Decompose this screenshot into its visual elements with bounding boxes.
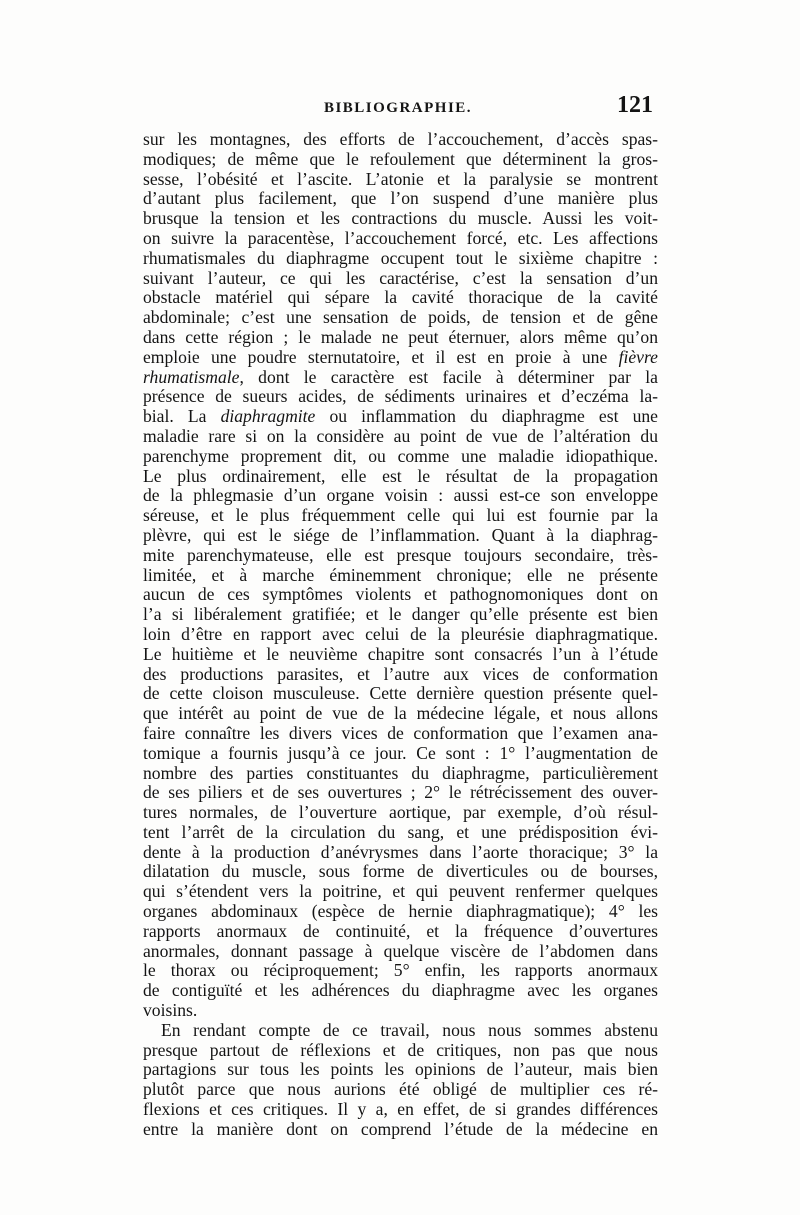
text-line [143, 150, 658, 170]
text-run: presque partout de réflexions et de critiques, non pas que nous [143, 1039, 658, 1060]
text-run: rhumatismales du diaphragme occupent tout le sixième chapitre : [143, 247, 658, 268]
text-run: tent l’arrêt de la circulation du sang, et une prédisposition évi- [143, 821, 658, 842]
text-run: sesse, l’obésité et l’ascite. L’atonie et la paralysie se montrent [143, 168, 658, 189]
text-run: loin d’être en rapport avec celui de la pleurésie diaphragmatique. [143, 623, 658, 644]
text-line [143, 625, 658, 645]
text-run: on suivre la paracentèse, l’accouchement forcé, etc. Les affections [143, 227, 658, 248]
body-text [143, 130, 658, 1140]
page-number: 121 [617, 92, 653, 118]
text-line [143, 1060, 658, 1080]
text-run: le thorax ou réciproquement; 5° enfin, les rapports anormaux [143, 960, 658, 981]
text-run: , dont le caractère est facile à déterminer par la [239, 366, 658, 387]
text-run: limitée, et à marche éminemment chronique; elle ne présente [143, 564, 658, 585]
text-line [143, 862, 658, 882]
text-run: qui s’étendent vers la poitrine, et qui peuvent renfermer quelques [143, 881, 658, 902]
text-line [143, 843, 658, 863]
text-line [143, 288, 658, 308]
text-run: l’a si libéralement gratifiée; et le danger qu’elle présente est bien [143, 604, 658, 625]
italic-term: fièvre [618, 346, 658, 367]
text-run: modiques; de même que le refoulement que déterminent la gros- [143, 148, 658, 169]
text-run: des productions parasites, et l’autre aux vices de conformation [143, 663, 658, 684]
italic-term: diaphragmite [220, 406, 316, 427]
text-run: entre la manière dont on comprend l’étude de la médecine en [143, 1118, 658, 1139]
text-run: plutôt parce que nous aurions été obligé de multiplier ces ré- [143, 1079, 658, 1100]
text-line [143, 823, 658, 843]
text-run: brusque la tension et les contractions du muscle. Aussi les voit- [143, 208, 658, 229]
running-title: BIBLIOGRAPHIE. [323, 100, 473, 116]
text-run: plèvre, qui est le siége de l’inflammation. Quant à la diaphrag- [143, 524, 658, 545]
text-line [143, 684, 658, 704]
text-line [143, 922, 658, 942]
text-line [143, 902, 658, 922]
text-line [143, 427, 658, 447]
text-line [143, 882, 658, 902]
text-line [143, 348, 658, 368]
text-line [143, 229, 658, 249]
text-run: abdominale; c’est une sensation de poids, de tension et de gêne [143, 307, 658, 328]
text-line [143, 665, 658, 685]
text-line [143, 209, 658, 229]
text-run: anormales, donnant passage à quelque viscère de l’abdomen dans [143, 940, 658, 961]
text-line [143, 764, 658, 784]
text-run: présence de sueurs acides, de sédiments urinaires et d’eczéma la- [143, 386, 658, 407]
text-line [143, 1021, 658, 1041]
text-run: emploie une poudre sternutatoire, et il est en proie à une [143, 346, 619, 367]
text-line [143, 1100, 658, 1120]
text-line [143, 407, 658, 427]
text-line [143, 1080, 658, 1100]
text-line [143, 486, 658, 506]
text-line [143, 170, 658, 190]
text-line [143, 981, 658, 1001]
text-line [143, 189, 658, 209]
text-run: dilatation du muscle, sous forme de diverticules ou de bourses, [143, 861, 658, 882]
text-run: de ses piliers et de ses ouvertures ; 2° le rétrécissement des ouver- [143, 782, 658, 803]
text-run: dans cette région ; le malade ne peut éternuer, alors même qu’on [143, 326, 658, 347]
text-line [143, 961, 658, 981]
text-run: d’autant plus facilement, que l’on suspend d’une manière plus [143, 188, 658, 209]
italic-term: rhumatismale [143, 366, 240, 387]
text-run: de cette cloison musculeuse. Cette dernière question présente quel- [143, 683, 658, 704]
text-run: maladie rare si on la considère au point de vue de l’altération du [143, 425, 658, 446]
text-run: faire connaître les divers vices de conformation que l’examen ana- [143, 722, 658, 743]
text-run: suivant l’auteur, ce qui les caractérise, c’est la sensation d’un [143, 267, 658, 288]
text-run: organes abdominaux (espèce de hernie diaphragmatique); 4° les [143, 901, 658, 922]
text-line [143, 546, 658, 566]
text-line [143, 387, 658, 407]
text-line [143, 130, 658, 150]
text-line [143, 645, 658, 665]
text-run: nombre des parties constituantes du diaphragme, particulièrement [143, 762, 658, 783]
text-run: flexions et ces critiques. Il y a, en effet, de si grandes différences [143, 1099, 658, 1120]
text-line [143, 605, 658, 625]
text-run: rapports anormaux de continuité, et la fréquence d’ouvertures [143, 920, 658, 941]
text-run: de contiguïté et les adhérences du diaphragme avec les organes [143, 980, 658, 1001]
text-line [143, 447, 658, 467]
text-line [143, 506, 658, 526]
text-run: obstacle matériel qui sépare la cavité thoracique de la cavité [143, 287, 658, 308]
text-line [143, 249, 658, 269]
text-line [143, 269, 658, 289]
text-line [143, 566, 658, 586]
text-run: aucun de ces symptômes violents et pathognomoniques dont on [143, 584, 658, 605]
text-line [143, 526, 658, 546]
text-run: mite parenchymateuse, elle est presque toujours secondaire, très- [143, 544, 658, 565]
text-line [143, 1120, 658, 1140]
text-run: tures normales, de l’ouverture aortique, par exemple, d’où résul- [143, 802, 658, 823]
text-run: dente à la production d’anévrysmes dans l’aorte thoracique; 3° la [143, 841, 658, 862]
text-line [143, 467, 658, 487]
text-run: séreuse, et le plus fréquemment celle qui lui est fournie par la [143, 505, 658, 526]
text-run: partagions sur tous les points les opinions de l’auteur, mais bien [143, 1059, 658, 1080]
running-head [143, 92, 653, 122]
text-line [143, 704, 658, 724]
text-run: de la phlegmasie d’un organe voisin : aussi est-ce son enveloppe [143, 485, 658, 506]
text-run: voisins. [143, 1000, 198, 1021]
text-line [143, 942, 658, 962]
text-line [143, 783, 658, 803]
text-run: bial. La [143, 406, 221, 427]
text-run: Le plus ordinairement, elle est le résultat de la propagation [143, 465, 658, 486]
text-line [143, 724, 658, 744]
text-line [143, 744, 658, 764]
text-line [143, 308, 658, 328]
text-run: ou inflammation du diaphragme est une [315, 406, 658, 427]
text-line [143, 1041, 658, 1061]
text-run: tomique a fournis jusqu’à ce jour. Ce sont : 1° l’augmentation de [143, 742, 658, 763]
text-run: En rendant compte de ce travail, nous nous sommes abstenu [161, 1019, 658, 1040]
text-line [143, 803, 658, 823]
text-run: Le huitième et le neuvième chapitre sont consacrés l’un à l’étude [143, 643, 658, 664]
text-run: que intérêt au point de vue de la médecine légale, et nous allons [143, 703, 658, 724]
text-line [143, 1001, 658, 1021]
text-line [143, 585, 658, 605]
text-run: parenchyme proprement dit, ou comme une maladie idiopathique. [143, 445, 658, 466]
text-line [143, 368, 658, 388]
text-run: sur les montagnes, des efforts de l’accouchement, d’accès spas- [143, 129, 658, 149]
text-line [143, 328, 658, 348]
